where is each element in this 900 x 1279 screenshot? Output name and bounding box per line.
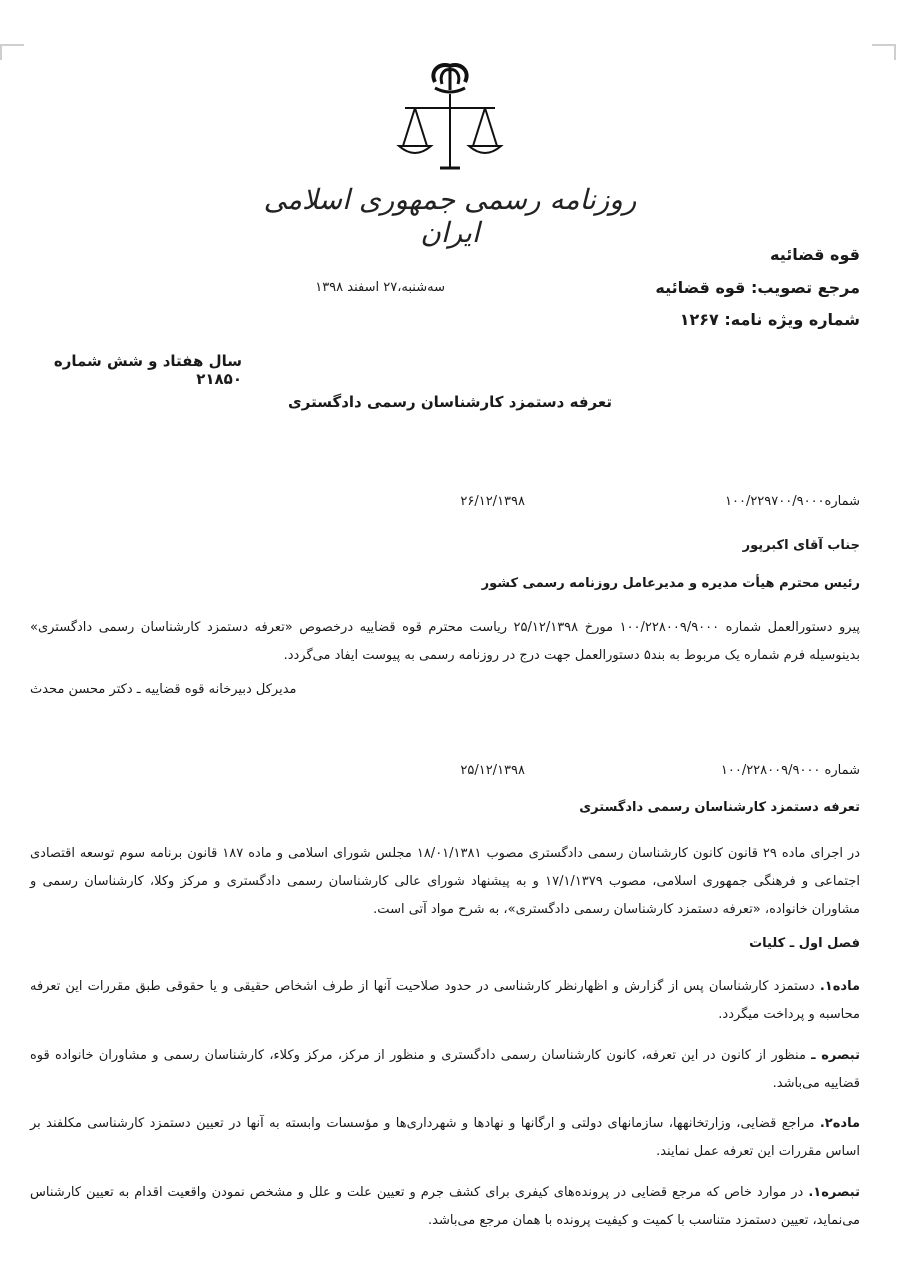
note-label: تبصره ـ — [811, 1048, 860, 1063]
letter2-intro: در اجرای ماده ۲۹ قانون کانون کارشناسان رسمی دادگستری مصوب ۱۸/۰۱/۱۳۸۱ مجلس شورای اسلامی و ماده ۱۸۷ قانون برنامه سوم توسعه اقتصادی اجتماعی و فرهنگی جمهوری اسلامی، مصوب ۱۷/۱/۱۳۷۹ و به پیشنهاد شورای عالی کارشناسان رسمی دادگستری و مرکز وکلا، کارشناسان رسمی و مشاوران خانواده، «تعرفه دستمزد کارشناسان رسمی دادگستری»، به شرح مواد آتی است. — [30, 846, 861, 917]
article-2-label: ماده۲. — [819, 1116, 860, 1131]
chapter-heading: فصل اول ـ کلیات — [749, 936, 860, 951]
article-2 — [30, 1110, 860, 1166]
letter2-number: شماره ۱۰۰/۲۲۸۰۰۹/۹۰۰۰ — [720, 763, 860, 778]
note-text: منظور از کانون در این تعرفه، کانون کارشناسان رسمی دادگستری و منظور از مرکز، مرکز وکلاء، کارشناسان رسمی و مشاوران خانواده قوه قضاییه می‌باشد. — [30, 1048, 860, 1091]
letter2-date: ۲۵/۱۲/۱۳۹۸ — [460, 763, 525, 778]
gazette-masthead: روزنامه رسمی جمهوری اسلامی ایران — [263, 183, 637, 249]
judiciary-emblem-icon — [395, 60, 505, 178]
letter1-signature: مدیرکل دبیرخانه قوه قضاییه ـ دکتر محسن محدث — [30, 682, 297, 697]
special-issue-number: شماره ویژه نامه: ۱۲۶۷ — [679, 310, 860, 329]
note-1-label: تبصره۱. — [808, 1185, 860, 1200]
page-corner-left — [0, 44, 24, 60]
issuing-body: قوه قضائیه — [769, 245, 860, 264]
note-1-text: در موارد خاص که مرجع قضایی در پرونده‌های کیفری برای کشف جرم و تعیین علت و علل و مشخص نمودن واقعیت اقدام به تعیین کارشناس می‌نماید، تعیین دستمزد متناسب با کمیت و کیفیت پرونده با همان مرجع می‌باشد. — [30, 1185, 860, 1228]
article-1-text: دستمزد کارشناسان پس از گزارش و اظهارنظر کارشناسی در حدود صلاحیت آنها از طرف اشخاص حقیقی و یا حقوقی طبق مقررات این تعرفه محاسبه و پرداخت میگردد. — [30, 979, 860, 1022]
letter1-addressee: جناب آقای اکبرپور — [742, 538, 860, 553]
page-corner-right — [872, 44, 896, 60]
letter1-number: شماره۱۰۰/۲۲۹۷۰۰/۹۰۰۰ — [725, 494, 860, 509]
article-2-text: مراجع قضایی، وزارتخانهها، سازمانهای دولتی و ارگانها و نهادها و شهرداری‌ها و مؤسسات وابسته به آنها در تعیین دستمزد کارشناسی مکلفند بر اساس مقررات این تعرفه عمل نمایند. — [30, 1116, 860, 1159]
note-1 — [30, 1179, 860, 1235]
letter1-body: پیرو دستورالعمل شماره ۱۰۰/۲۲۸۰۰۹/۹۰۰۰ مورخ ۲۵/۱۲/۱۳۹۸ ریاست محترم قوه قضاییه درخصوص «تعرفه دستمزد کارشناسان رسمی دادگستری» بدینوسیله فرم شماره یک مربوط به بند۵ دستورالعمل جهت درج در روزنامه رسمی به پیوست ایفاد می‌گردد. — [30, 620, 860, 663]
letter2-title: تعرفه دستمزد کارشناسان رسمی دادگستری — [579, 800, 860, 815]
issue-date: سه‌شنبه،۲۷ اسفند ۱۳۹۸ — [315, 280, 445, 295]
letter1-date: ۲۶/۱۲/۱۳۹۸ — [460, 494, 525, 509]
approval-reference: مرجع تصویب: قوه قضائیه — [655, 278, 860, 297]
note — [30, 1042, 860, 1098]
article-1-label: ماده۱. — [819, 979, 860, 994]
letter1-addressee-title: رئیس محترم هیأت مدیره و مدیرعامل روزنامه رسمی کشور — [481, 576, 860, 591]
year-issue-number: سال هفتاد و شش شماره ۲۱۸۵۰ — [53, 352, 242, 388]
article-1 — [30, 973, 860, 1029]
document-title: تعرفه دستمزد کارشناسان رسمی دادگستری — [288, 393, 612, 411]
